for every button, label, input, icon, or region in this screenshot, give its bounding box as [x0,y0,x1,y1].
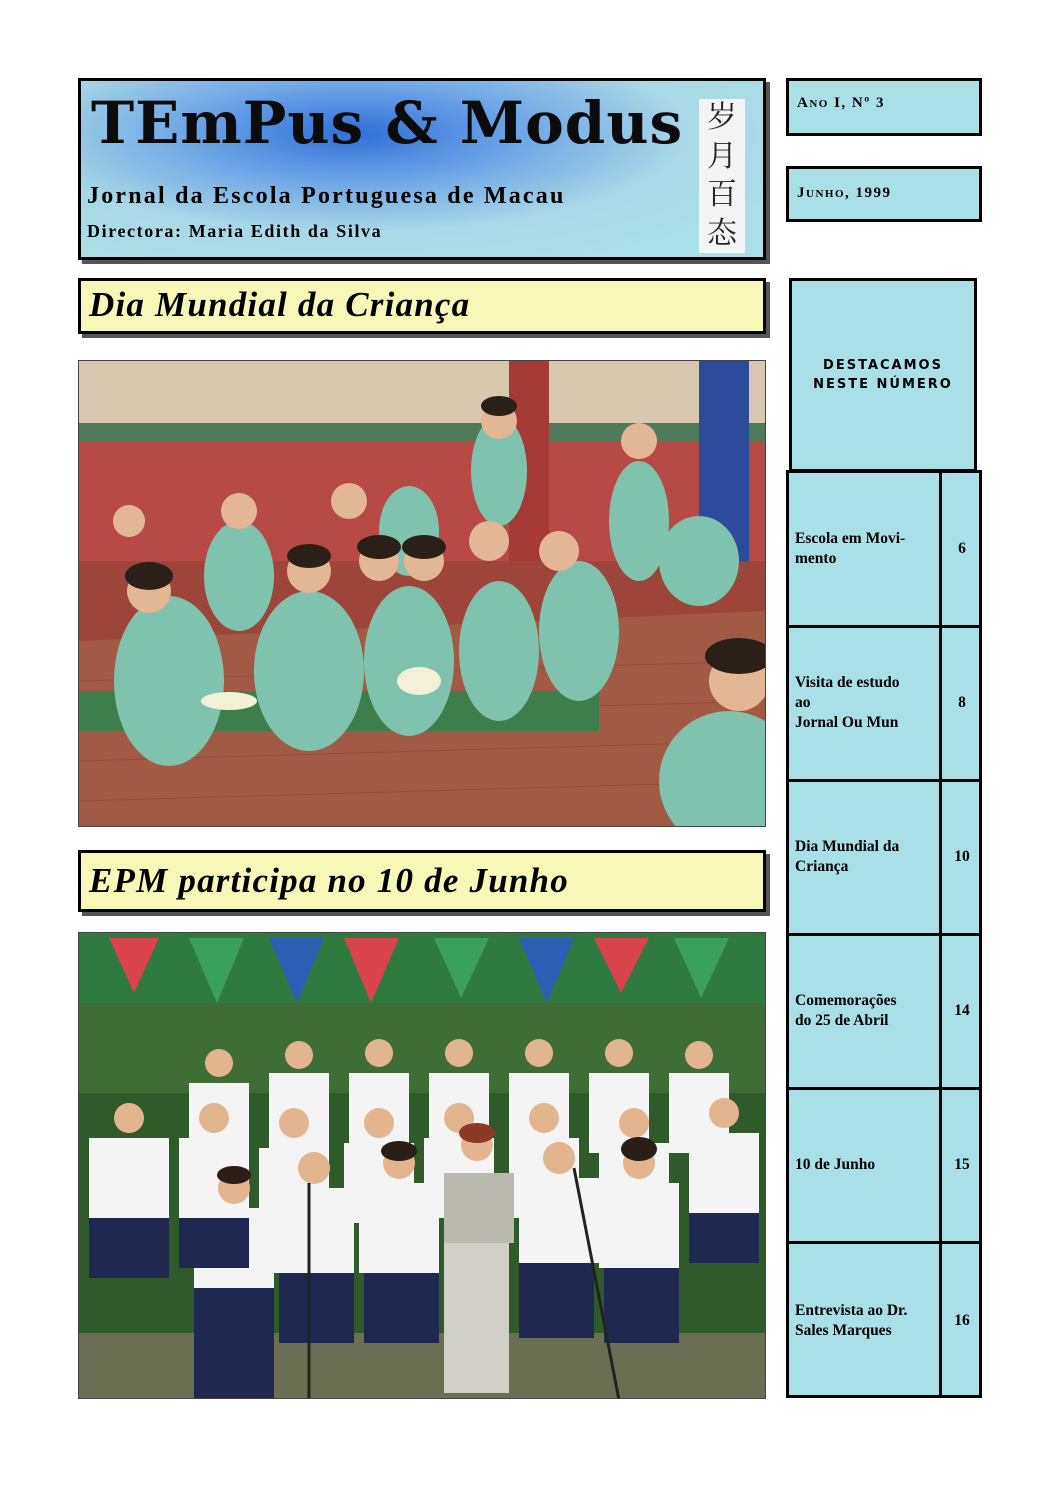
toc-item-page: 15 [939,1089,982,1241]
toc-item-title: Entrevista ao Dr. Sales Marques [795,1301,908,1339]
table-of-contents [786,470,982,1398]
toc-item-page: 6 [939,473,982,625]
chinese-seal: 岁 月 百 态 [699,99,745,253]
headline-june-10: EPM participa no 10 de Junho [78,850,766,912]
newspaper-subtitle: Jornal da Escola Portuguesa de Macau [87,183,566,209]
highlights-header-line1: DESTACAMOS [823,358,943,373]
issue-number: ANO I, Nº 3 [786,78,982,136]
toc-item[interactable] [789,627,979,782]
issue-date: JUNHO, 1999 [786,166,982,222]
toc-item-page: 8 [939,627,982,779]
highlights-header [789,278,977,472]
toc-item[interactable] [789,1243,979,1398]
toc-item[interactable] [789,1089,979,1244]
masthead [78,78,766,260]
photo-children-day [78,360,766,827]
newspaper-title: TEmPus & Modus [91,89,684,157]
toc-item-page: 14 [939,935,982,1087]
toc-item[interactable] [789,473,979,628]
toc-item-title: Dia Mundial da Criança [795,838,900,875]
photo-june-10-choir [78,932,766,1399]
highlights-header-line2: NESTE NÚMERO [813,377,953,392]
toc-item-title: 10 de Junho [795,1156,876,1173]
toc-item-title: Escola em Movi- mento [795,530,906,567]
toc-item[interactable] [789,781,979,936]
toc-item-page: 10 [939,781,982,933]
toc-item[interactable] [789,935,979,1090]
toc-item-page: 16 [939,1243,982,1398]
toc-item-title: Comemorações do 25 de Abril [795,992,897,1029]
toc-item-title: Visita de estudo ao Jornal Ou Mun [795,674,900,731]
director-line: Directora: Maria Edith da Silva [87,221,383,241]
headline-children-day: Dia Mundial da Criança [78,278,766,334]
